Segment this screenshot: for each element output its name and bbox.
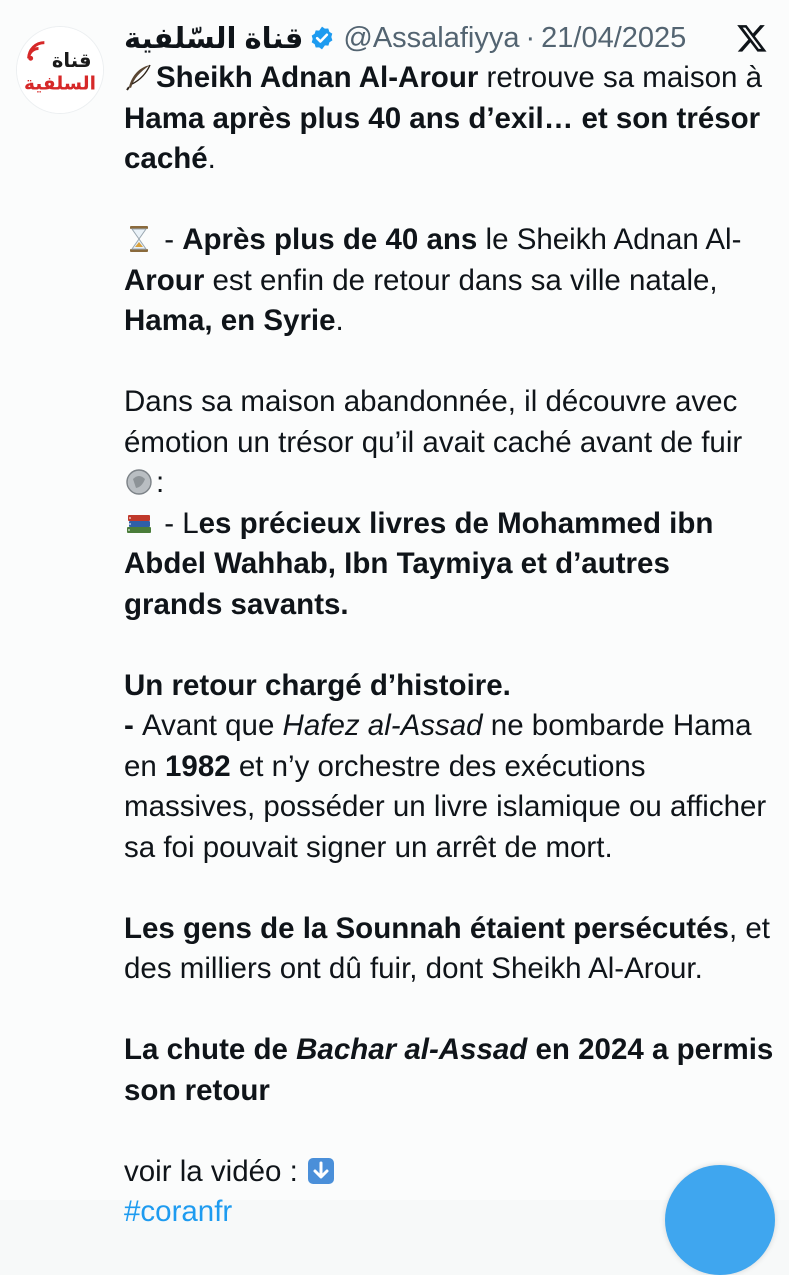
text-run: Un retour chargé d’histoire. — [124, 668, 511, 702]
text-run: ne bombarde Hama en — [124, 709, 752, 783]
tweet-paragraph — [124, 706, 774, 868]
verified-badge-icon — [309, 25, 335, 51]
text-run: Arour — [124, 263, 205, 297]
paragraph-gap — [124, 625, 774, 666]
paragraph-gap — [124, 180, 774, 221]
books-icon — [124, 508, 154, 538]
text-run: Hama, en Syrie — [124, 304, 336, 337]
text-run: Bachar al-Assad — [296, 1033, 528, 1066]
avatar[interactable] — [16, 26, 104, 114]
text-run: retrouve sa maison à — [478, 61, 762, 94]
text-run: en 2024 a permis son retour — [124, 1033, 774, 1107]
tweet-header — [124, 20, 686, 56]
text-run: Dans sa maison abandonnée, il découvre avec émotion un trésor qu’il avait caché avant de fuir — [124, 385, 743, 459]
tweet-paragraph — [124, 220, 774, 342]
display-name[interactable]: قناة السّلفية — [124, 22, 304, 55]
paragraph-gap — [124, 990, 774, 1031]
text-run: - L — [156, 506, 199, 540]
channel-logo-icon — [17, 27, 103, 113]
text-run: , et des milliers ont dû fuir, dont Sheikh Al-Arour. — [124, 911, 770, 985]
text-run: . — [207, 142, 216, 175]
down-arrow-icon — [306, 1156, 336, 1186]
gem-icon — [124, 467, 154, 497]
tweet-paragraph — [124, 666, 774, 707]
tweet-paragraph — [124, 58, 774, 180]
tweet-text — [124, 58, 774, 1233]
tweet-paragraph — [124, 1030, 774, 1111]
separator-dot: · — [525, 21, 536, 54]
text-run: es précieux livres de Mohammed ibn Abdel Wahhab, Ibn Taymiya et d’autres grands savants. — [124, 506, 714, 621]
user-handle[interactable]: @Assalafiyya — [343, 21, 520, 54]
text-run: - — [124, 709, 143, 742]
text-run: Sheikh Adnan Al-Arour — [156, 61, 479, 94]
x-logo-icon[interactable] — [735, 22, 769, 54]
paragraph-gap — [124, 342, 774, 383]
tweet-date[interactable]: 21/04/2025 — [541, 21, 687, 54]
hashtag-link[interactable]: #coranfr — [124, 1195, 233, 1228]
text-run: - — [156, 223, 183, 256]
text-run: le Sheikh Adnan Al- — [477, 223, 742, 256]
text-run: est enfin de retour dans sa ville natale, — [204, 263, 718, 297]
paragraph-gap — [124, 868, 774, 909]
text-run: et n’y orchestre des exécutions massives, posséder un livre islamique ou afficher sa foi pouvait signer un arrêt de mort. — [124, 749, 767, 864]
tweet-paragraph — [124, 382, 774, 504]
avatar-text-top: قناة — [51, 49, 92, 73]
avatar-text-bottom: السلفية — [24, 73, 96, 95]
text-run: voir la vidéo : — [124, 1154, 306, 1188]
text-run: 1982 — [165, 749, 231, 783]
text-run: Après plus de 40 ans — [182, 223, 478, 256]
compose-button[interactable] — [665, 1165, 775, 1275]
tweet-paragraph — [124, 909, 774, 990]
text-run: Hama après plus 40 ans d’exil… et son trésor caché — [124, 101, 761, 175]
text-run: Hafez al-Assad — [282, 709, 483, 742]
feather-pen-icon — [124, 62, 154, 92]
text-run: Les gens de la Sounnah étaient persécutés — [124, 911, 729, 945]
text-run: Avant que — [142, 709, 283, 742]
tweet-paragraph — [124, 504, 774, 626]
text-run: . — [335, 304, 344, 337]
text-run: : — [156, 466, 165, 499]
hourglass-icon — [124, 224, 154, 254]
paragraph-gap — [124, 1111, 774, 1152]
text-run: La chute de — [124, 1033, 297, 1066]
